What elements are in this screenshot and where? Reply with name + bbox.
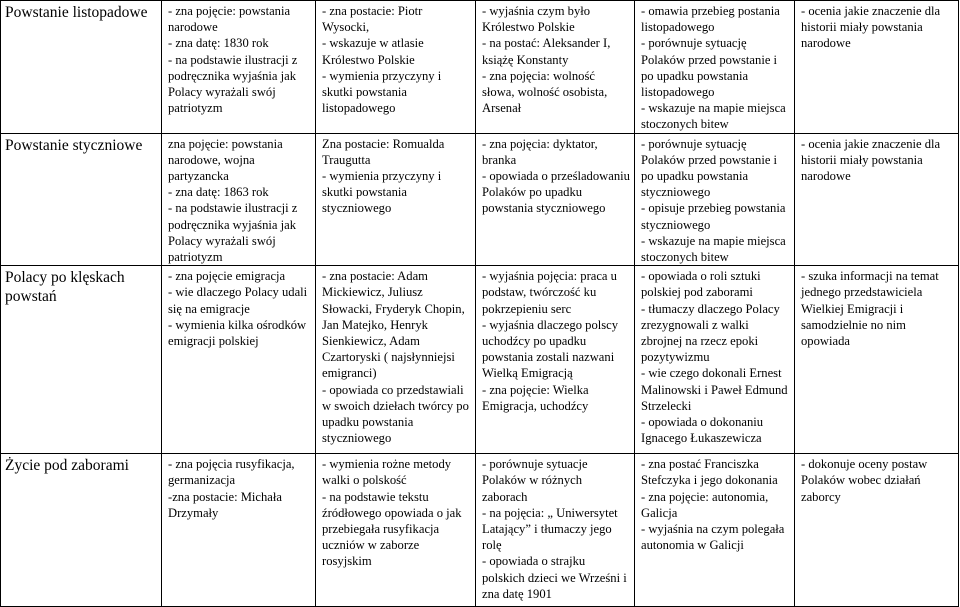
table-cell: - zna postacie: Piotr Wysocki, - wskazuje w atlasie Królestwo Polskie - wymienia przyczyny i skutki powstania listopadowego [316,1,476,134]
table-cell: - zna pojęcia rusyfikacja, germanizacja -zna postacie: Michała Drzymały [162,454,316,607]
table-cell: - zna pojęcia: dyktator, branka - opowiada o prześladowaniu Polaków po upadku powstania styczniowego [476,133,635,266]
table-cell: - porównuje sytuacje Polaków w różnych zaborach - na pojęcia: „ Uniwersytet Latający” i tłumaczy jego rolę - opowiada o strajku polskich dzieci we Wrześni i zna datę 1901 [476,454,635,607]
table-cell: - porównuje sytuację Polaków przed powstanie i po upadku powstania styczniowego - opisuje przebieg powstania styczniowego - wskazuje na mapie miejsca stoczonych bitew [635,133,795,266]
table-row [1,133,959,266]
table-cell: - zna pojęcie: powstania narodowe - zna datę: 1830 rok - na podstawie ilustracji z podręcznika wyjaśnia jak Polacy wyrażali swój patriotyzm [162,1,316,134]
table-cell: - zna pojęcie emigracja - wie dlaczego Polacy udali się na emigracje - wymienia kilka ośrodków emigracji polskiej [162,266,316,454]
table-cell: - zna postacie: Adam Mickiewicz, Juliusz Słowacki, Fryderyk Chopin, Jan Matejko, Henryk Sienkiewicz, Adam Czartoryski ( najsłynniejsi emigranci) - opowiada co przedstawiali w swoich dziełach twórcy po upadku powstania styczniowego [316,266,476,454]
table-cell: - omawia przebieg postania listopadowego - porównuje sytuację Polaków przed powstanie i po upadku powstania listopadowego - wskazuje na mapie miejsca stoczonych bitew [635,1,795,134]
table-row [1,454,959,607]
table-cell: - wyjaśnia pojęcia: praca u podstaw, twórczość ku pokrzepieniu serc - wyjaśnia dlaczego polscy uchodźcy po upadku powstania zostali nazwani Wielką Emigracją - zna pojęcie: Wielka Emigracja, uchodźcy [476,266,635,454]
table-cell: - ocenia jakie znaczenie dla historii miały powstania narodowe [795,133,959,266]
topic-cell: Powstanie styczniowe [1,133,162,266]
table-cell: - zna postać Franciszka Stefczyka i jego dokonania - zna pojęcie: autonomia, Galicja - wyjaśnia na czym polegała autonomia w Galicji [635,454,795,607]
table-cell: - wymienia rożne metody walki o polskość - na podstawie tekstu źródłowego opowiada o jak przebiegała rusyfikacja uczniów w zaborze rosyjskim [316,454,476,607]
table-row [1,1,959,134]
topic-cell: Polacy po klęskach powstań [1,266,162,454]
table-cell: - dokonuje oceny postaw Polaków wobec działań zaborcy [795,454,959,607]
table-cell: - ocenia jakie znaczenie dla historii miały powstania narodowe [795,1,959,134]
table-row [1,266,959,454]
topic-cell: Powstanie listopadowe [1,1,162,134]
table-cell: - opowiada o roli sztuki polskiej pod zaborami - tłumaczy dlaczego Polacy zrezygnowali z walki zbrojnej na rzecz epoki pozytywizmu - wie czego dokonali Ernest Malinowski i Paweł Edmund Strzelecki - opowiada o dokonaniu Ignacego Łukaszewicza [635,266,795,454]
table-cell: - szuka informacji na temat jednego przedstawiciela Wielkiej Emigracji i samodzielnie no nim opowiada [795,266,959,454]
table-cell: Zna postacie: Romualda Traugutta - wymienia przyczyny i skutki powstania styczniowego [316,133,476,266]
topic-cell: Życie pod zaborami [1,454,162,607]
table-cell: zna pojęcie: powstania narodowe, wojna partyzancka - zna datę: 1863 rok - na podstawie ilustracji z podręcznika wyjaśnia jak Polacy wyrażali swój patriotyzm [162,133,316,266]
table-cell: - wyjaśnia czym było Królestwo Polskie - na postać: Aleksander I, książę Konstanty - zna pojęcia: wolność słowa, wolność osobista, Arsenał [476,1,635,134]
